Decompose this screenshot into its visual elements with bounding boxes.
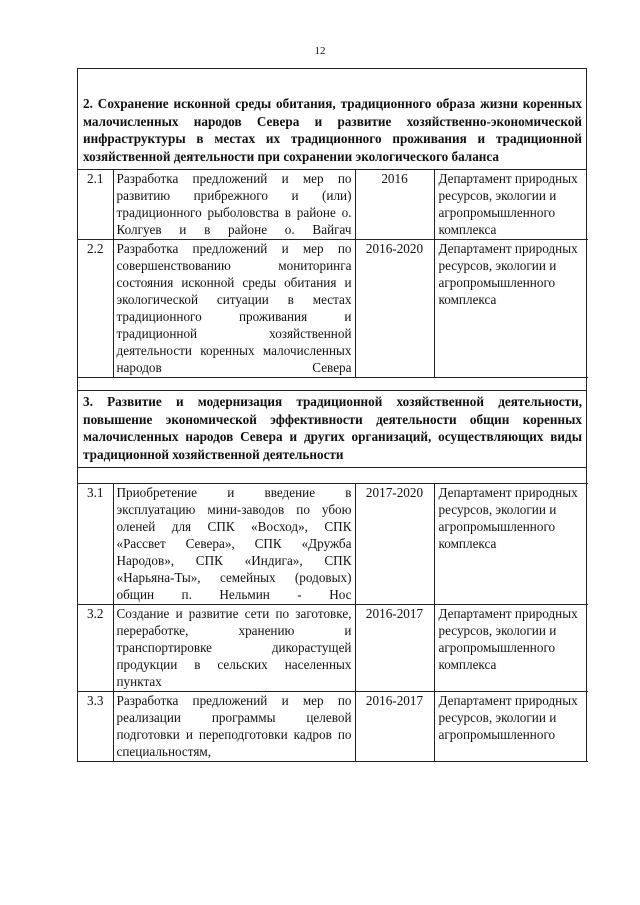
row-number: 2.1	[78, 170, 113, 240]
measure-term: 2016-2017	[355, 692, 434, 762]
measure-executor: Департамент природных ресурсов, экологии и агропромышленного комплекса	[434, 484, 588, 605]
row-number: 3.3	[78, 692, 113, 762]
section-gap	[78, 378, 586, 390]
section-heading: 3. Развитие и модернизация традиционной хозяйственной деятельности, повышение экономической эффективности деятельности общин коренных малочисленных народов Севера и других организаций, осуществляющих виды традиционной хозяйственной деятельности	[78, 390, 586, 468]
page-number: 12	[314, 45, 326, 57]
table-row	[78, 484, 588, 605]
measure-executor: Департамент природных ресурсов, экологии и агропромышленного комплекса	[434, 605, 588, 692]
measure-term: 2016	[355, 170, 434, 240]
table-row	[78, 240, 588, 378]
section-rows	[78, 468, 588, 762]
row-number: 3.1	[78, 484, 113, 605]
measure-name: Приобретение и введение в эксплуатацию мини-заводов по убою оленей для СПК «Восход», СПК «Рассвет Севера», СПК «Дружба Народов», СПК «Индига», СПК «Нарьяна-Ты», семейных (родовых) общин п. Нельмин - Нос	[113, 484, 355, 605]
row-number: 3.2	[78, 605, 113, 692]
measure-term: 2017-2020	[355, 484, 434, 605]
section-heading: 2. Сохранение исконной среды обитания, традиционного образа жизни коренных малочисленных народов Севера и развитие хозяйственно-экономической инфраструктуры в местах их традиционного проживания и традиционной хозяйственной деятельности при сохранении экологического баланса	[78, 93, 586, 170]
table-row	[78, 605, 588, 692]
top-spacer	[78, 69, 586, 93]
section-gap	[78, 468, 588, 484]
table-row	[78, 692, 588, 762]
measure-name: Разработка предложений и мер по развитию прибрежного и (или) традиционного рыболовства в районе о. Колгуев и в районе о. Вайгач	[113, 170, 355, 240]
section-rows	[78, 170, 588, 378]
measure-name: Разработка предложений и мер по совершенствованию мониторинга состояния исконной среды обитания и экологической ситуации в местах традиционного проживания и традиционной хозяйственной деятельности коренных малочисленных народов Севера	[113, 240, 355, 378]
measure-executor: Департамент природных ресурсов, экологии и агропромышленного комплекса	[434, 170, 588, 240]
measure-term: 2016-2020	[355, 240, 434, 378]
measure-term: 2016-2017	[355, 605, 434, 692]
measure-name: Разработка предложений и мер по реализации программы целевой подготовки и переподготовки кадров по специальностям,	[113, 692, 355, 762]
measure-executor: Департамент природных ресурсов, экологии и агропромышленного комплекса	[434, 240, 588, 378]
program-table	[77, 68, 587, 762]
measure-name: Создание и развитие сети по заготовке, переработке, хранению и транспортировке дикорастущей продукции в сельских населенных пунктах	[113, 605, 355, 692]
table-row	[78, 170, 588, 240]
measure-executor: Департамент природных ресурсов, экологии и агропромышленного	[434, 692, 588, 762]
row-number: 2.2	[78, 240, 113, 378]
